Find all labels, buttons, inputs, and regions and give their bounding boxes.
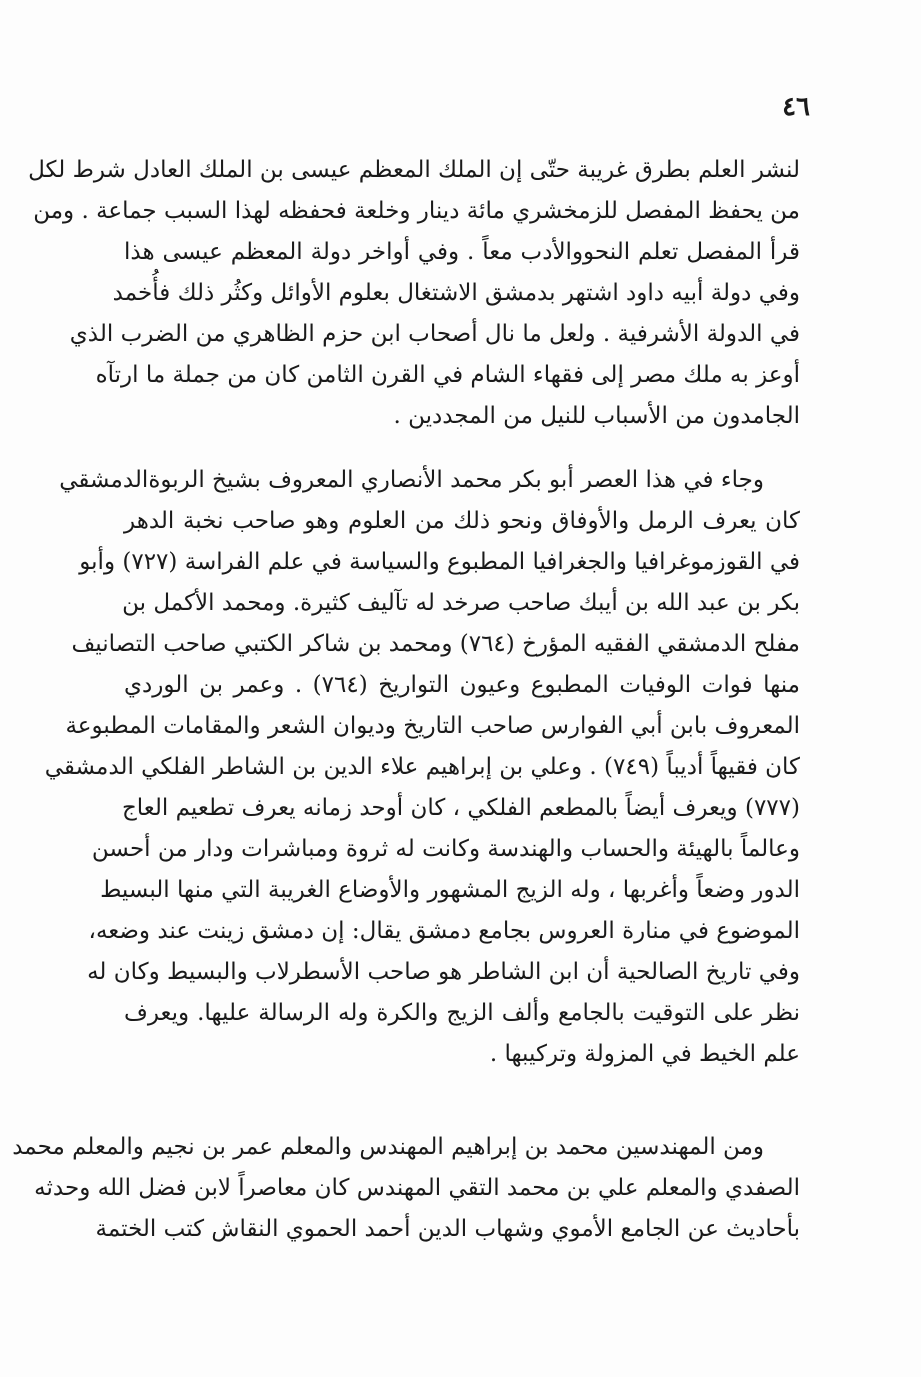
text-line: علم الخيط في المزولة وتركيبها . (489, 1041, 800, 1067)
text-line: في القوزموغرافيا والجغرافيا المطبوع والسياسة في علم الفراسة (٧٢٧) وأبو (79, 549, 800, 575)
text-line: بأحاديث عن الجامع الأموي وشهاب الدين أحمد الحموي النقاش كتب الختمة (95, 1216, 800, 1242)
text-line: وفي دولة أبيه داود اشتهر بدمشق الاشتغال بعلوم الأوائل وكثُر ذلك فأُخمد (112, 280, 800, 306)
text-line: قرأ المفصل تعلم النحووالأدب معاً . وفي أواخر دولة المعظم عيسى هذا (124, 239, 800, 265)
text-line: لنشر العلم بطرق غريبة حتّى إن الملك المعظم عيسى بن الملك العادل شرط لكل (28, 157, 800, 183)
text-line: بكر بن عبد الله بن أيبك صاحب صرخد له تآليف كثيرة. ومحمد الأكمل بن (122, 590, 800, 616)
text-line: (٧٧٧) ويعرف أيضاً بالمطعم الفلكي ، كان أوحد زمانه يعرف تطعيم العاج (121, 795, 800, 821)
text-line: الجامدون من الأسباب للنيل من المجددين . (393, 403, 800, 429)
paragraph-3 (12, 1127, 800, 1250)
text-line: كان يعرف الرمل والأوفاق ونحو ذلك من العلوم وهو صاحب نخبة الدهر (124, 508, 800, 534)
paragraph-1 (28, 150, 800, 437)
text-line: الصفدي والمعلم علي بن محمد التقي المهندس كان معاصراً لابن فضل الله وحدثه (34, 1175, 800, 1201)
text-line: في الدولة الأشرفية . ولعل ما نال أصحاب ابن حزم الظاهري من الضرب الذي (69, 321, 800, 347)
text-line: ومن المهندسين محمد بن إبراهيم المهندس والمعلم عمر بن نجيم والمعلم محمد (12, 1134, 764, 1160)
text-line: الدور وضعاً وأغربها ، وله الزيج المشهور والأوضاع الغريبة التي منها البسيط (100, 877, 800, 903)
text-line: نظر على التوقيت بالجامع وألف الزيج والكرة وله الرسالة عليها. ويعرف (124, 1000, 800, 1026)
text-line: وفي تاريخ الصالحية أن ابن الشاطر هو صاحب الأسطرلاب والبسيط وكان له (87, 959, 800, 985)
text-line: من يحفظ المفصل للزمخشري مائة دينار وخلعة فحفظه لهذا السبب جماعة . ومن (33, 198, 800, 224)
text-line: وعالماً بالهيئة والحساب والهندسة وكانت له ثروة ومباشرات ودار من أحسن (91, 836, 800, 862)
text-line: منها فوات الوفيات المطبوع وعيون التواريخ (٧٦٤) . وعمر بن الوردي (124, 672, 800, 698)
text-line: كان فقيهاً أديباً (٧٤٩) . وعلي بن إبراهيم علاء الدين بن الشاطر الفلكي الدمشقي (44, 754, 800, 780)
text-line: الموضوع في منارة العروس بجامع دمشق يقال: إن دمشق زينت عند وضعه، (88, 918, 800, 944)
text-line: مفلح الدمشقي الفقيه المؤرخ (٧٦٤) ومحمد بن شاكر الكتبي صاحب التصانيف (71, 631, 800, 657)
page-number: ٤٦ (782, 92, 810, 122)
text-line: وجاء في هذا العصر أبو بكر محمد الأنصاري المعروف بشيخ الربوةالدمشقي (59, 467, 764, 493)
paragraph-2 (44, 460, 800, 1075)
text-line: المعروف بابن أبي الفوارس صاحب التاريخ وديوان الشعر والمقامات المطبوعة (65, 713, 800, 739)
text-line: أوعز به ملك مصر إلى فقهاء الشام في القرن الثامن كان من جملة ما ارتآه (95, 362, 800, 388)
